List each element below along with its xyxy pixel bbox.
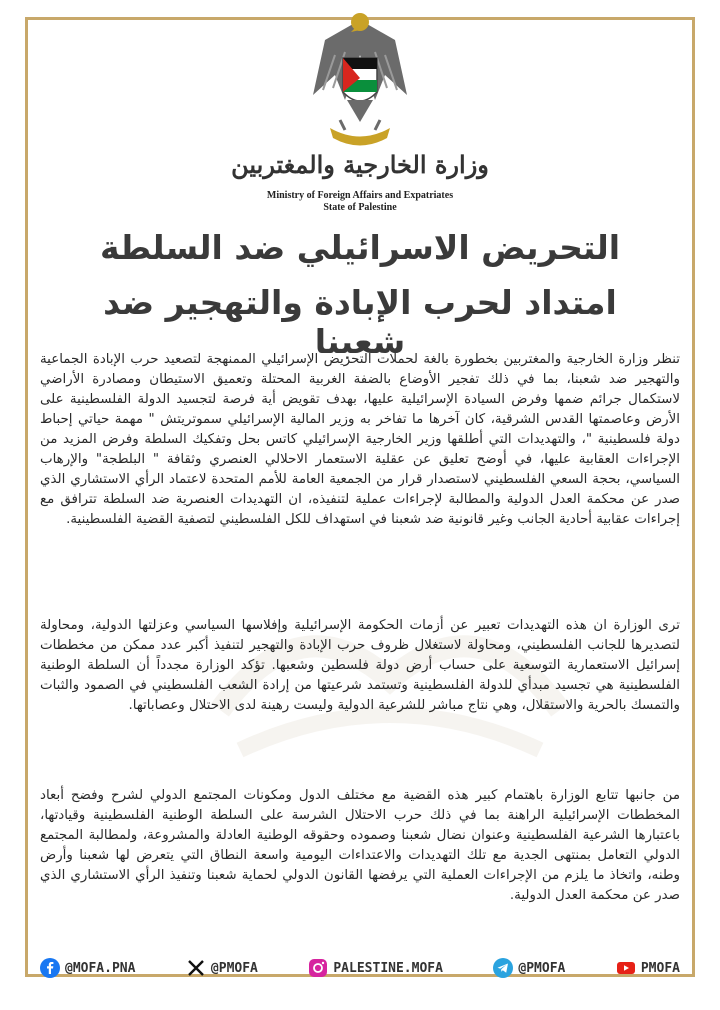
paragraph-1: تنظر وزارة الخارجية والمغتربين بخطورة بالغة لحملات التحريض الإسرائيلي الممنهجة لتصعيد حرب الإبادة الجماعية والتهجير ضد شعبنا، بما في ذلك تفجير الأوضاع بالضفة الغربية المحتلة وتعميق الاستيطان ومصادرة الأراضي لاستكمال جرائم ضمها وفرض السيادة الإسرائيلية عليها، بهدف تقويض أية فرصة لتجسيد الدولة الفلسطينية على الأرض وعاصمتها القدس الشرقية، كان آخرها ما تفاخر به وزير المالية الإسرائيلي سموتريتش " مهمة حياتي إحباط دولة فلسطينية "، والتهديدات التي أطلقها وزير الخارجية الإسرائيلي كاتس بحل وتفكيك السلطة وفرض المزيد من الإجراءات العقابية عليها، في أوضح تعليق عن عقلية الاستعمار الاحلالي العنصري وثقافة " البلطجة" والإرهاب السياسي، بحجة السعي الفلسطيني لاستصدار قرار من الجمعية العامة للأمم المتحدة لاعتماد الرأي الاستشاري الذي صدر عن محكمة العدل الدولية والمطالبة لإجراءات عملية لتنفيذه، ان التهديدات العنصرية ضد السلطة تترافق مع إجراءات عقابية أحادية الجانب وغير قانونية ضد شعبنا في استهداف للكل الفلسطيني لتصفية القضية الفلسطينية. — [40, 352, 680, 527]
facebook-icon — [40, 958, 60, 978]
youtube-handle[interactable] — [616, 958, 680, 978]
x-handle-text: @PMOFA — [210, 960, 258, 976]
instagram-handle-text: PALESTINE.MOFA — [333, 960, 443, 976]
paragraph-2: ترى الوزارة ان هذه التهديدات تعبير عن أزمات الحكومة الإسرائيلية وإفلاسها السياسي وعزلتها الدولية، ومحاولة لتصديرها للجانب الفلسطيني، ومحاولة لاستغلال ظروف حرب الإبادة والتهجير لتنفيذ أكبر عدد ممكن من مخططات إسرائيل الاستعمارية التوسعية على حساب أرض دولة فلسطين وشعبها. تؤكد الوزارة مجدداً أن السلطة الوطنية الفلسطينية هي تجسيد مبدأي للدولة الفلسطينية وتستمد شرعيتها من إرادة الشعب الفلسطيني في الصمود والثبات والتمسك بالحرية والاستقلال، وهي نتاج مباشر للشرعية الدولية وليست رهينة لدى الاحتلال وعصاباتها. — [40, 618, 680, 713]
telegram-icon — [493, 958, 513, 978]
youtube-icon — [616, 958, 636, 978]
headline-line-2: امتداد لحرب الإبادة والتهجير ضد شعبنا — [103, 283, 617, 361]
headline-line-1: التحريض الاسرائيلي ضد السلطة — [99, 228, 621, 267]
facebook-handle-text: @MOFA.PNA — [65, 960, 136, 976]
ministry-english-line: Ministry of Foreign Affairs and Expatriates — [266, 190, 454, 201]
palestine-eagle-emblem-icon — [305, 0, 415, 160]
facebook-handle[interactable] — [40, 958, 135, 978]
youtube-handle-text: PMOFA — [640, 960, 680, 976]
x-icon — [186, 958, 206, 978]
instagram-icon — [308, 958, 328, 978]
instagram-handle[interactable] — [308, 958, 443, 978]
ministry-name-english — [200, 190, 520, 214]
telegram-handle-text: @PMOFA — [518, 960, 566, 976]
ministry-name-arabic: وزارة الخارجية والمغتربين — [231, 150, 489, 179]
social-footer — [40, 955, 680, 981]
state-english-line: State of Palestine — [323, 202, 397, 213]
paragraph-3: من جانبها تتابع الوزارة باهتمام كبير هذه القضية مع مختلف الدول ومكونات المجتمع الدولي لشرح وفضح أبعاد المخططات الإسرائيلية الراهنة بما في ذلك حرب الاحتلال الشرسة على السلطة الوطنية الفلسطينية وقيادتها، باعتبارها الشرعية الفلسطينية وعنوان نضال شعبنا وصموده وحقوقه الوطنية العادلة والمشروعة، ولمطالبة المجتمع الدولي التعامل بمنتهى الجدية مع تلك التهديدات والاعتداءات اليومية واسعة النطاق التي يتعرض لها شعبنا وأرض وطنه، واتخاذ ما يلزم من الإجراءات العملية التي يرفضها القانون الدولي لحماية شعبنا وتنفيذ الرأي الاستشاري الذي صدر عن محكمة العدل الدولية. — [40, 788, 680, 903]
x-handle[interactable] — [186, 958, 258, 978]
telegram-handle[interactable] — [493, 958, 565, 978]
